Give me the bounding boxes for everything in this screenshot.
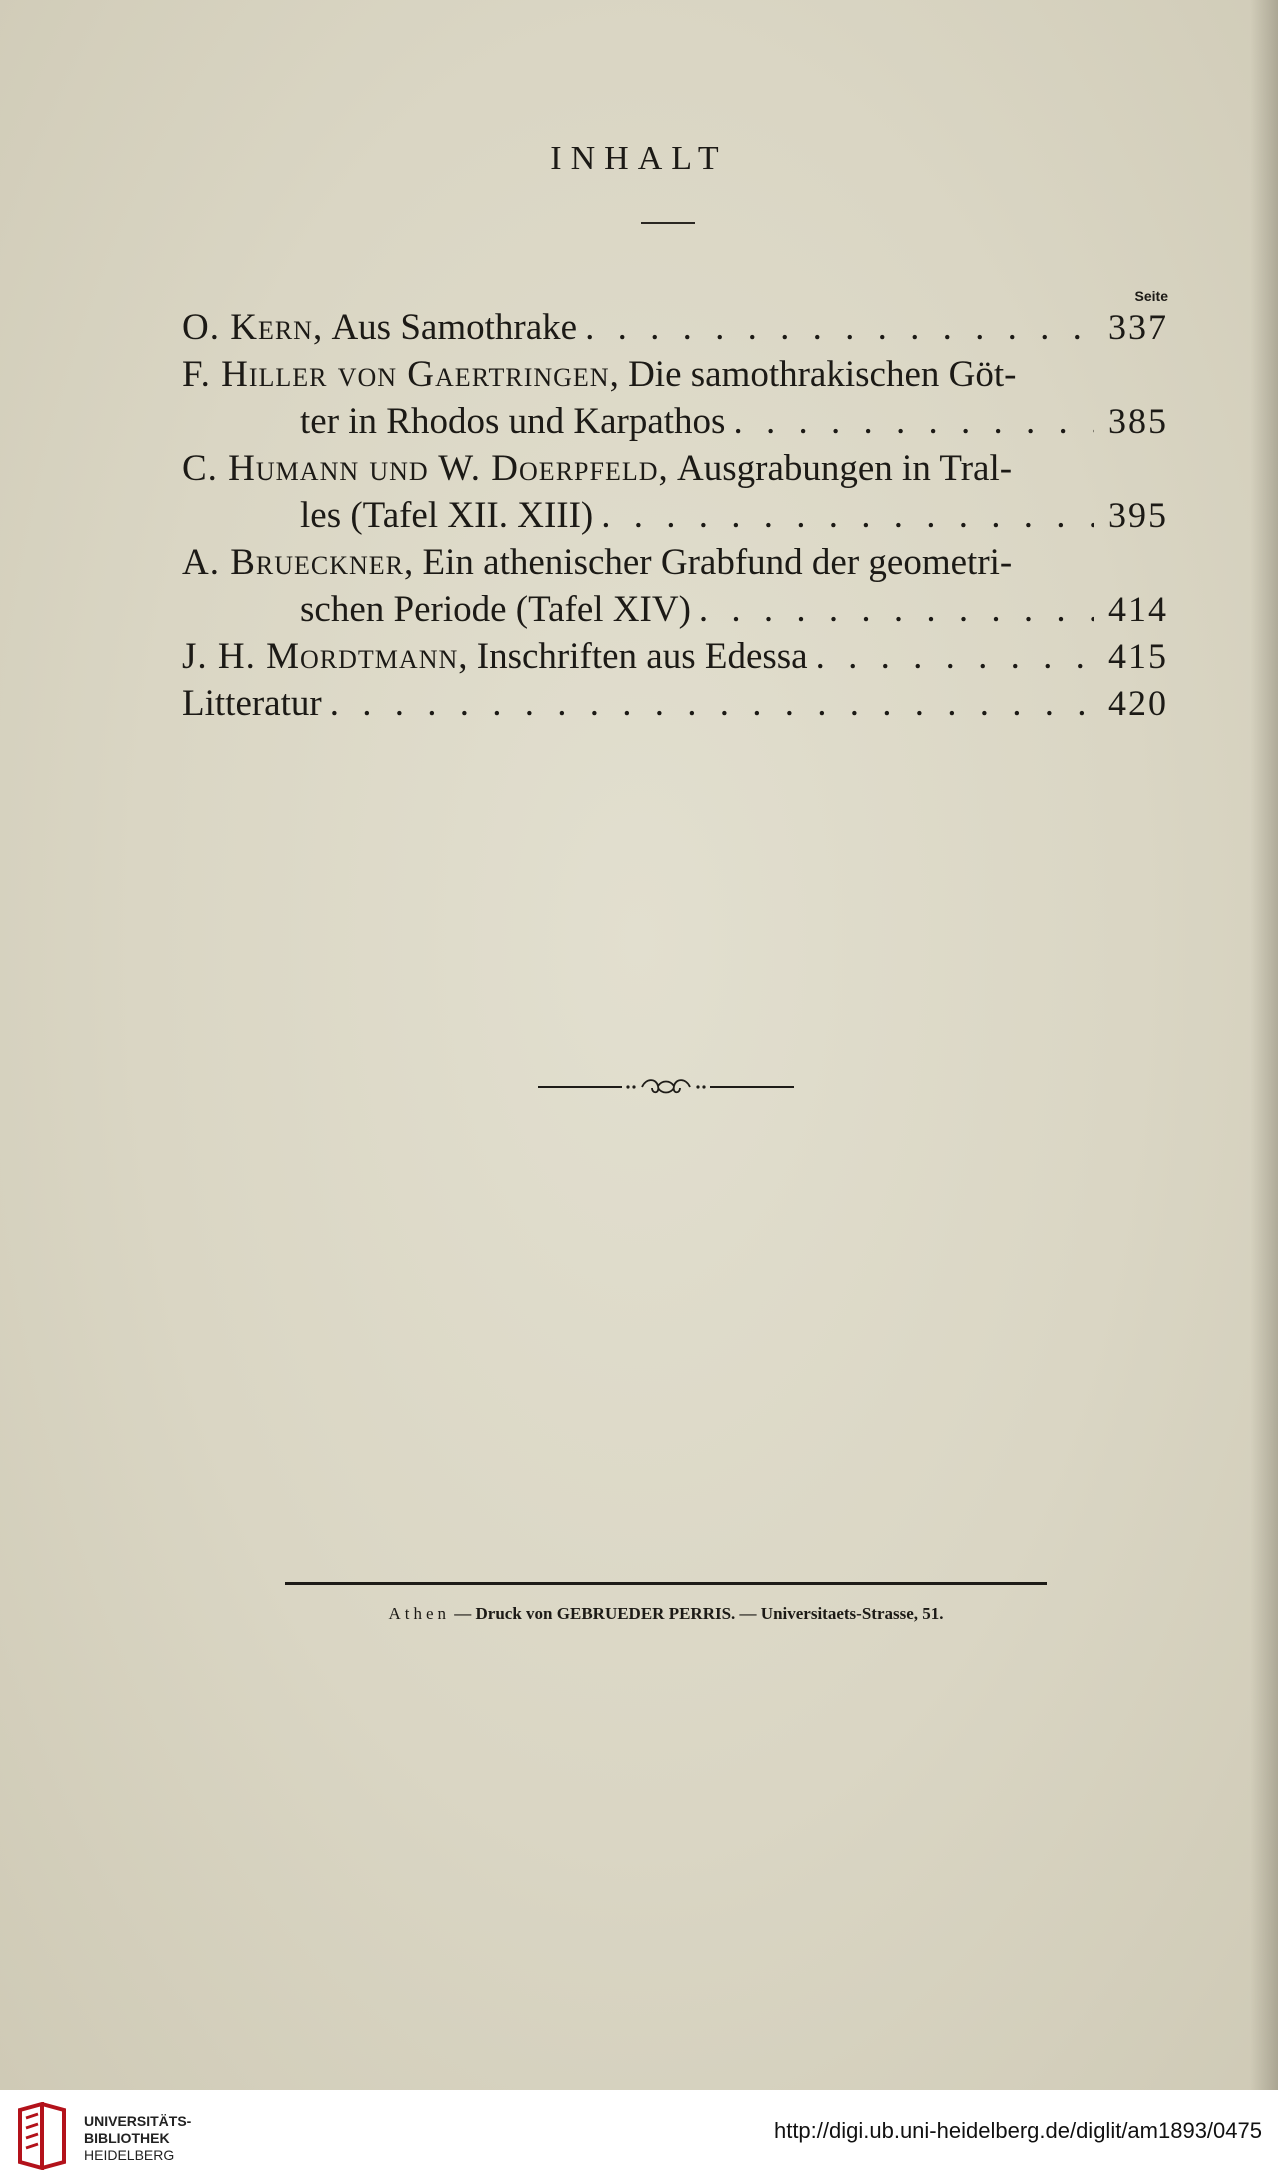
toc-page-number: 395: [1108, 495, 1168, 535]
toc-title: Die samothrakischen Göt-: [628, 354, 1017, 395]
ornament-divider-icon: [538, 1074, 794, 1100]
toc-entry: J. H. Mordtmann , Inschriften aus Edessa . . . 415: [182, 633, 1168, 680]
toc-title: Ausgrabungen in Tral-: [677, 448, 1013, 489]
toc-page-number: 420: [1108, 683, 1168, 723]
imprint-text: — Druck von GEBRUEDER PERRIS. — Universitaets-Strasse, 51.: [454, 1604, 944, 1623]
toc-title-continued: ter in Rhodos und Karpathos: [300, 401, 726, 442]
imprint-rule: [285, 1582, 1047, 1585]
toc-title-continued: schen Periode (Tafel XIV): [300, 589, 691, 630]
toc-title: Aus Samothrake: [331, 307, 578, 348]
permalink-url[interactable]: http://digi.ub.uni-heidelberg.de/diglit/am1893/0475: [773, 2118, 1262, 2143]
toc-author: A. Brueckner: [182, 542, 405, 583]
viewer-footer: [0, 2090, 1278, 2184]
toc-page-number: 414: [1108, 589, 1168, 629]
toc-author: O. Kern: [182, 307, 313, 348]
toc-entry: O. Kern , Aus Samothrake . . . 337: [182, 304, 1168, 351]
page-title: INHALT: [550, 140, 728, 177]
imprint-city: Athen: [388, 1604, 451, 1623]
heidelberg-library-logo-icon[interactable]: [12, 2102, 72, 2170]
table-of-contents: [182, 304, 1168, 727]
toc-title: Litteratur: [182, 683, 322, 724]
title-rule: [641, 222, 695, 224]
toc-title: Inschriften aus Edessa: [476, 636, 808, 677]
toc-title: Ein athenischer Grabfund der geometri-: [422, 542, 1013, 583]
toc-title-continued: les (Tafel XII. XIII): [300, 495, 594, 536]
toc-page-number: 415: [1108, 636, 1168, 676]
toc-entry: C. Humann und W. Doerpfeld , Ausgrabungen in Tral- les (Tafel XII. XIII) . . . 395: [182, 445, 1168, 539]
toc-page-number: 337: [1108, 307, 1168, 347]
seite-label: Seite: [1134, 288, 1168, 304]
toc-author: J. H. Mordtmann: [182, 636, 459, 677]
toc-entry: F. Hiller von Gaertringen , Die samothrakischen Göt- ter in Rhodos und Karpathos . . . 385: [182, 351, 1168, 445]
toc-entry: A. Brueckner , Ein athenischer Grabfund der geometri- schen Periode (Tafel XIV) . . . 414: [182, 539, 1168, 633]
toc-page-number: 385: [1108, 401, 1168, 441]
toc-author: F. Hiller von Gaertringen: [182, 354, 610, 395]
toc-entry: [182, 680, 1168, 727]
toc-author: C. Humann und W. Doerpfeld: [182, 448, 659, 489]
imprint: [285, 1604, 1047, 1624]
library-name: UNIVERSITÄTS- BIBLIOTHEK HEIDELBERG: [84, 2113, 192, 2163]
